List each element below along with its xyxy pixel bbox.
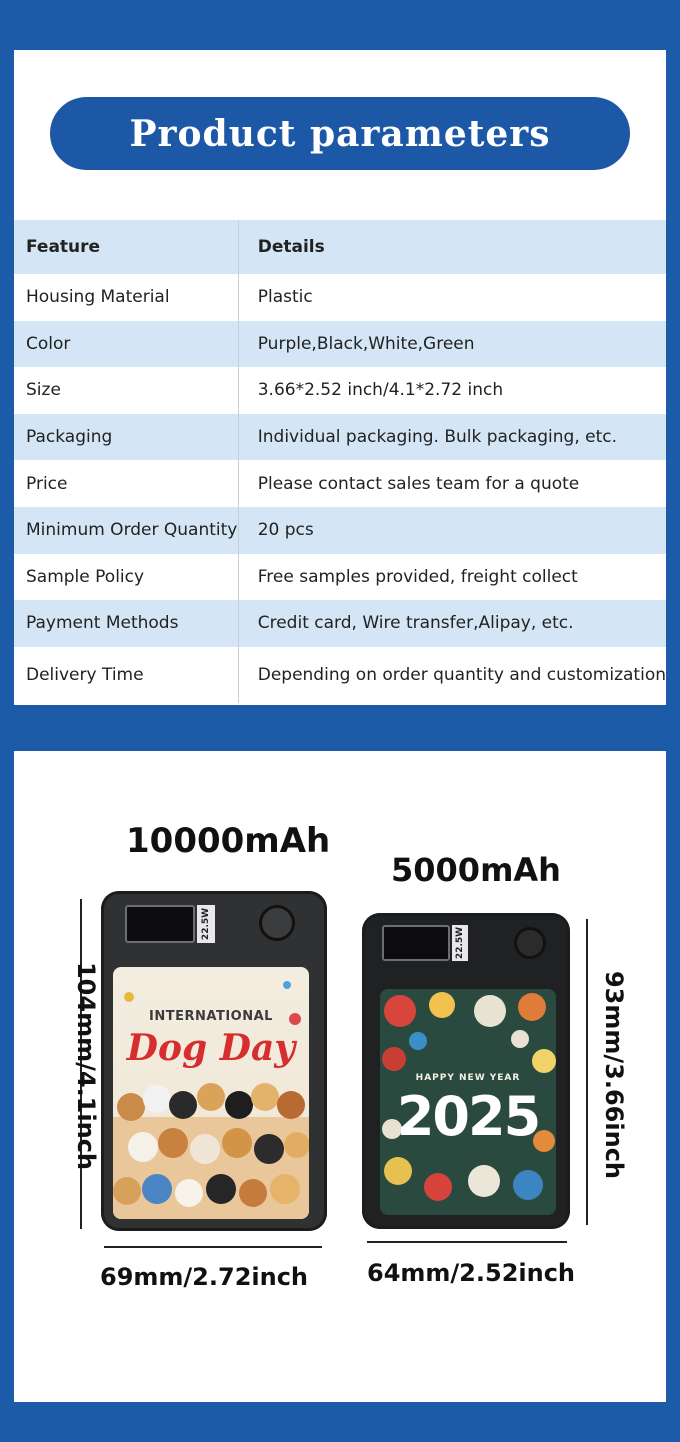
large-width-label: 69mm/2.72inch [100, 1263, 309, 1291]
table-row [14, 321, 666, 368]
feature-cell: Delivery Time [26, 664, 144, 685]
table-row [14, 507, 666, 554]
width-arrow-large [104, 1246, 322, 1248]
details-cell: Please contact sales team for a quote [238, 460, 666, 507]
product-image-panel [14, 751, 666, 1402]
column-header-feature: Feature [14, 220, 238, 274]
small-capacity-label: 5000mAh [391, 851, 561, 889]
table-row [14, 274, 666, 321]
feature-cell: Color [14, 321, 238, 368]
power-button-icon [514, 927, 546, 959]
watt-label: 22.5W [455, 926, 466, 960]
artwork-line-2: 2025 [396, 1085, 540, 1148]
feature-cell: Packaging [14, 414, 238, 461]
column-header-details: Details [238, 220, 666, 274]
details-cell: 20 pcs [238, 507, 666, 554]
watt-tag [452, 925, 468, 961]
watt-tag [197, 905, 215, 943]
feature-cell: Payment Methods [14, 600, 238, 647]
table-row [14, 600, 666, 647]
watt-label: 22.5W [201, 907, 212, 941]
details-cell: 3.66*2.52 inch/4.1*2.72 inch [238, 367, 666, 414]
artwork-line-1: INTERNATIONAL [149, 1009, 273, 1024]
table-header-row [14, 220, 666, 274]
table-row [14, 554, 666, 601]
feature-cell: Housing Material [26, 287, 170, 308]
height-arrow-small [586, 919, 588, 1225]
details-cell: Purple,Black,White,Green [238, 321, 666, 368]
power-bank-small [362, 913, 570, 1229]
feature-cell: Minimum Order Quantity [14, 507, 238, 554]
details-cell: Plastic [238, 274, 666, 321]
artwork-line-1: HAPPY NEW YEAR [415, 1073, 521, 1083]
parameters-table [14, 220, 666, 703]
lcd-display-icon [382, 925, 450, 961]
feature-cell: Size [26, 380, 61, 401]
dogs-illustration-icon [113, 967, 309, 1219]
feature-cell: Sample Policy [26, 566, 145, 587]
small-height-label: 93mm/3.66inch [600, 970, 628, 1180]
table-row [14, 460, 666, 507]
power-button-icon [259, 905, 295, 941]
large-capacity-label: 10000mAh [126, 821, 331, 861]
large-height-label: 104mm/4.1inch [72, 961, 100, 1171]
table-row [14, 367, 666, 414]
lcd-display-icon [125, 905, 195, 943]
table-row [14, 647, 666, 703]
artwork-line-2: Dog Day [126, 1027, 296, 1069]
new-year-artwork [380, 989, 556, 1215]
details-cell: Depending on order quantity and customization [238, 647, 666, 703]
details-cell: Free samples provided, freight collect [238, 554, 666, 601]
feature-cell: Price [26, 473, 68, 494]
parameters-panel [14, 50, 666, 705]
small-width-label: 64mm/2.52inch [367, 1259, 576, 1287]
dog-day-artwork [113, 967, 309, 1219]
details-cell: Credit card, Wire transfer,Alipay, etc. [238, 600, 666, 647]
width-arrow-small [367, 1241, 567, 1243]
page-title: Product parameters [129, 112, 551, 155]
title-banner [50, 97, 630, 170]
table-row [14, 414, 666, 461]
power-bank-large [101, 891, 327, 1231]
details-cell: Individual packaging. Bulk packaging, etc. [238, 414, 666, 461]
